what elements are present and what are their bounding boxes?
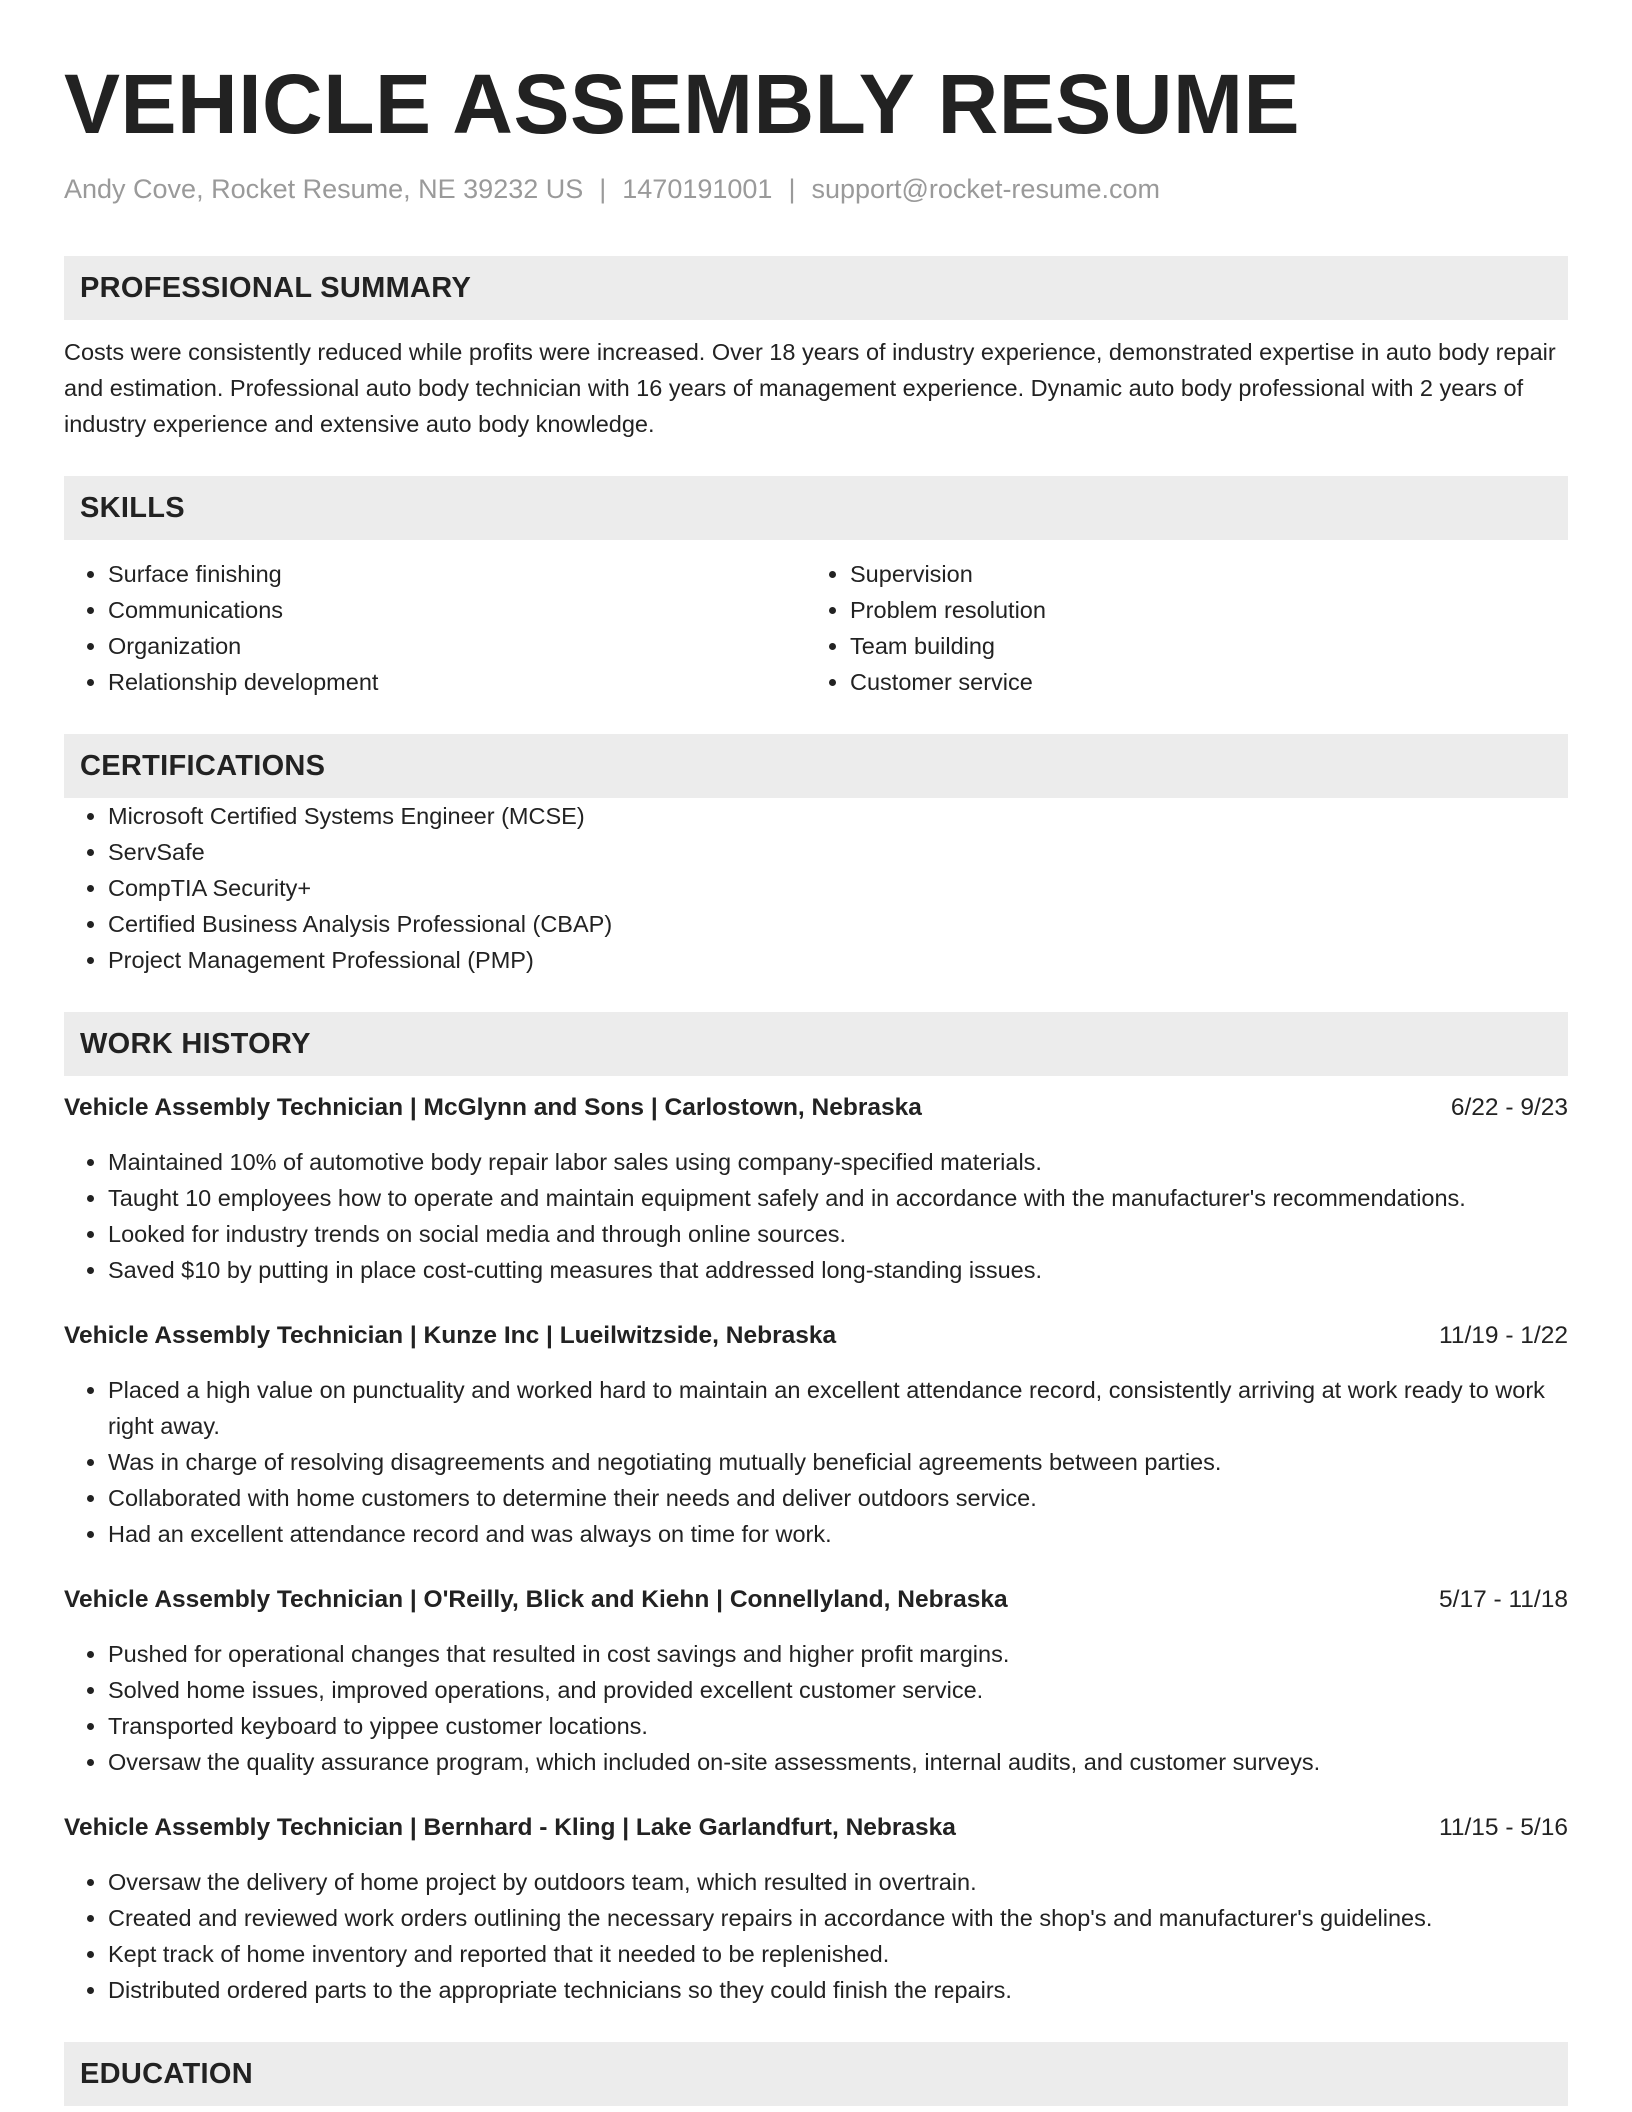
resume-title: VEHICLE ASSEMBLY RESUME [64,57,1300,151]
contact-email: support@rocket-resume.com [811,174,1160,204]
contact-separator: | [788,174,796,204]
skill-item: • Customer service [850,664,1548,700]
job-bullets [64,1636,1568,1780]
job-entry [64,1090,1568,1288]
skills-column-left [64,556,806,700]
job-title: Vehicle Assembly Technician | Bernhard - Kling | Lake Garlandfurt, Nebraska [64,1814,956,1841]
skills-list [64,556,1568,700]
job-header [64,1090,1568,1126]
contact-address: Andy Cove, Rocket Resume, NE 39232 US [64,174,584,204]
certification-item: • ServSafe [108,834,1568,870]
work-history-heading: WORK HISTORY [64,1012,1568,1076]
job-entry [64,1582,1568,1780]
job-bullet: • Oversaw the delivery of home project by outdoors team, which resulted in overtrain. [108,1864,1568,1900]
summary-text: Costs were consistently reduced while profits were increased. Over 18 years of industry experience, demonstrated expertise in auto body repair and estimation. Professional auto body technician with 16 years of management experience. Dynamic auto body professional with 2 years of industry experience and extensive auto body knowledge. [64,339,1556,437]
job-bullet: • Was in charge of resolving disagreements and negotiating mutually beneficial agreements between parties. [108,1444,1568,1480]
skills-heading: SKILLS [64,476,1568,540]
job-bullets [64,1144,1568,1288]
job-bullets [64,1864,1568,2008]
certifications-heading: CERTIFICATIONS [64,734,1568,798]
job-entry [64,1810,1568,2008]
job-bullet: • Distributed ordered parts to the appropriate technicians so they could finish the repairs. [108,1972,1568,2008]
job-bullet: • Pushed for operational changes that resulted in cost savings and higher profit margins. [108,1636,1568,1672]
certification-item: • Certified Business Analysis Professional (CBAP) [108,906,1568,942]
job-entry [64,1318,1568,1552]
skill-item: • Organization [108,628,806,664]
job-bullet: • Collaborated with home customers to determine their needs and deliver outdoors service. [108,1480,1568,1516]
job-bullet: • Taught 10 employees how to operate and maintain equipment safely and in accordance with the manufacturer's recommendations. [108,1180,1568,1216]
job-title: Vehicle Assembly Technician | McGlynn and Sons | Carlostown, Nebraska [64,1094,922,1121]
skill-item: • Surface finishing [108,556,806,592]
contact-line [64,172,1568,206]
certifications-list [64,798,1568,978]
skill-item: • Communications [108,592,806,628]
job-bullet: • Kept track of home inventory and reported that it needed to be replenished. [108,1936,1568,1972]
summary-heading: PROFESSIONAL SUMMARY [64,256,1568,320]
job-bullet: • Created and reviewed work orders outlining the necessary repairs in accordance with the shop's and manufacturer's guidelines. [108,1900,1568,1936]
job-header [64,1582,1568,1618]
certification-item: • Project Management Professional (PMP) [108,942,1568,978]
skill-item: • Supervision [850,556,1548,592]
job-dates: 11/19 - 1/22 [1439,1322,1568,1349]
skills-column-right [806,556,1548,700]
resume-page [64,0,1568,2106]
job-bullet: • Oversaw the quality assurance program, which included on-site assessments, internal audits, and customer surveys. [108,1744,1568,1780]
job-bullet: • Looked for industry trends on social media and through online sources. [108,1216,1568,1252]
job-dates: 11/15 - 5/16 [1439,1814,1568,1841]
job-bullets [64,1372,1568,1552]
education-heading: EDUCATION [64,2042,1568,2106]
contact-phone: 1470191001 [622,174,773,204]
contact-separator: | [599,174,607,204]
job-header [64,1318,1568,1354]
certification-item: • Microsoft Certified Systems Engineer (MCSE) [108,798,1568,834]
job-bullet: • Saved $10 by putting in place cost-cutting measures that addressed long-standing issues. [108,1252,1568,1288]
job-bullet: • Maintained 10% of automotive body repair labor sales using company-specified materials. [108,1144,1568,1180]
certification-item: • CompTIA Security+ [108,870,1568,906]
job-dates: 5/17 - 11/18 [1439,1586,1568,1613]
skill-item: • Team building [850,628,1548,664]
job-bullet: • Transported keyboard to yippee customer locations. [108,1708,1568,1744]
job-bullet: • Placed a high value on punctuality and worked hard to maintain an excellent attendance record, consistently arriving at work ready to work right away. [108,1372,1568,1444]
job-title: Vehicle Assembly Technician | Kunze Inc | Lueilwitzside, Nebraska [64,1322,837,1349]
skill-item: • Problem resolution [850,592,1548,628]
job-title: Vehicle Assembly Technician | O'Reilly, Blick and Kiehn | Connellyland, Nebraska [64,1586,1008,1613]
job-bullet: • Had an excellent attendance record and was always on time for work. [108,1516,1568,1552]
job-bullet: • Solved home issues, improved operations, and provided excellent customer service. [108,1672,1568,1708]
job-header [64,1810,1568,1846]
skill-item: • Relationship development [108,664,806,700]
job-dates: 6/22 - 9/23 [1450,1094,1568,1121]
